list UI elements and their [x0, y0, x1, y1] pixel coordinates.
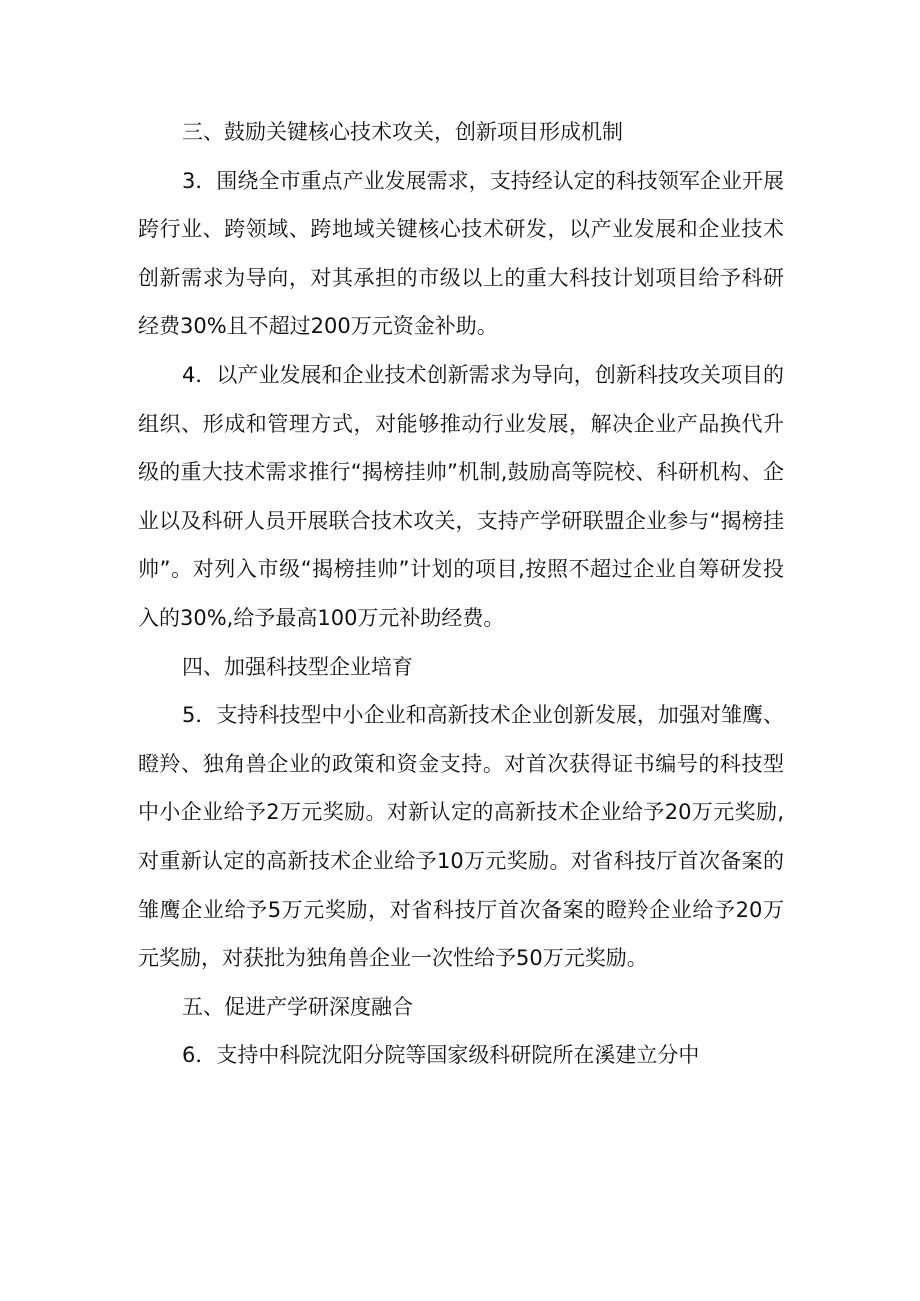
paragraph-item-6: 6．支持中科院沈阳分院等国家级科研院所在溪建立分中 — [182, 1043, 700, 1068]
paragraph-item-3: 3．围绕全市重点产业发展需求，支持经认定的科技领军企业开展跨行业、跨领域、跨地域关键核心技术研发，以产业发展和企业技术创新需求为导向，对其承担的市级以上的重大科技计划项目给予科研经费30%且不超过200万元资金补助。 — [138, 168, 784, 339]
section-heading-3: 三、鼓励关键核心技术攻关，创新项目形成机制 — [182, 120, 623, 144]
document-body — [138, 108, 784, 1080]
section-heading-4: 四、加强科技型企业培育 — [182, 654, 413, 679]
paragraph-item-4: 4．以产业发展和企业技术创新需求为导向，创新科技攻关项目的组织、形成和管理方式，对能够推动行业发展，解决企业产品换代升级的重大技术需求推行“揭榜挂帅”机制,鼓励高等院校、科研机构、企业以及科研人员开展联合技术攻关，支持产学研联盟企业参与“揭榜挂帅”。对列入市级“揭榜挂帅”计划的项目,按照不超过企业自筹研发投入的30%,给予最高100万元补助经费。 — [138, 362, 784, 630]
section-heading-5: 五、促进产学研深度融合 — [182, 994, 413, 1019]
paragraph-item-5: 5．支持科技型中小企业和高新技术企业创新发展，加强对雏鹰、瞪羚、独角兽企业的政策和资金支持。对首次获得证书编号的科技型中小企业给予2万元奖励。对新认定的高新技术企业给予20万元奖励,对重新认定的高新技术企业给予10万元奖励。对省科技厅首次备案的雏鹰企业给予5万元奖励，对省科技厅首次备案的瞪羚企业给予20万元奖励，对获批为独角兽企业一次性给予50万元奖励。 — [138, 703, 784, 971]
